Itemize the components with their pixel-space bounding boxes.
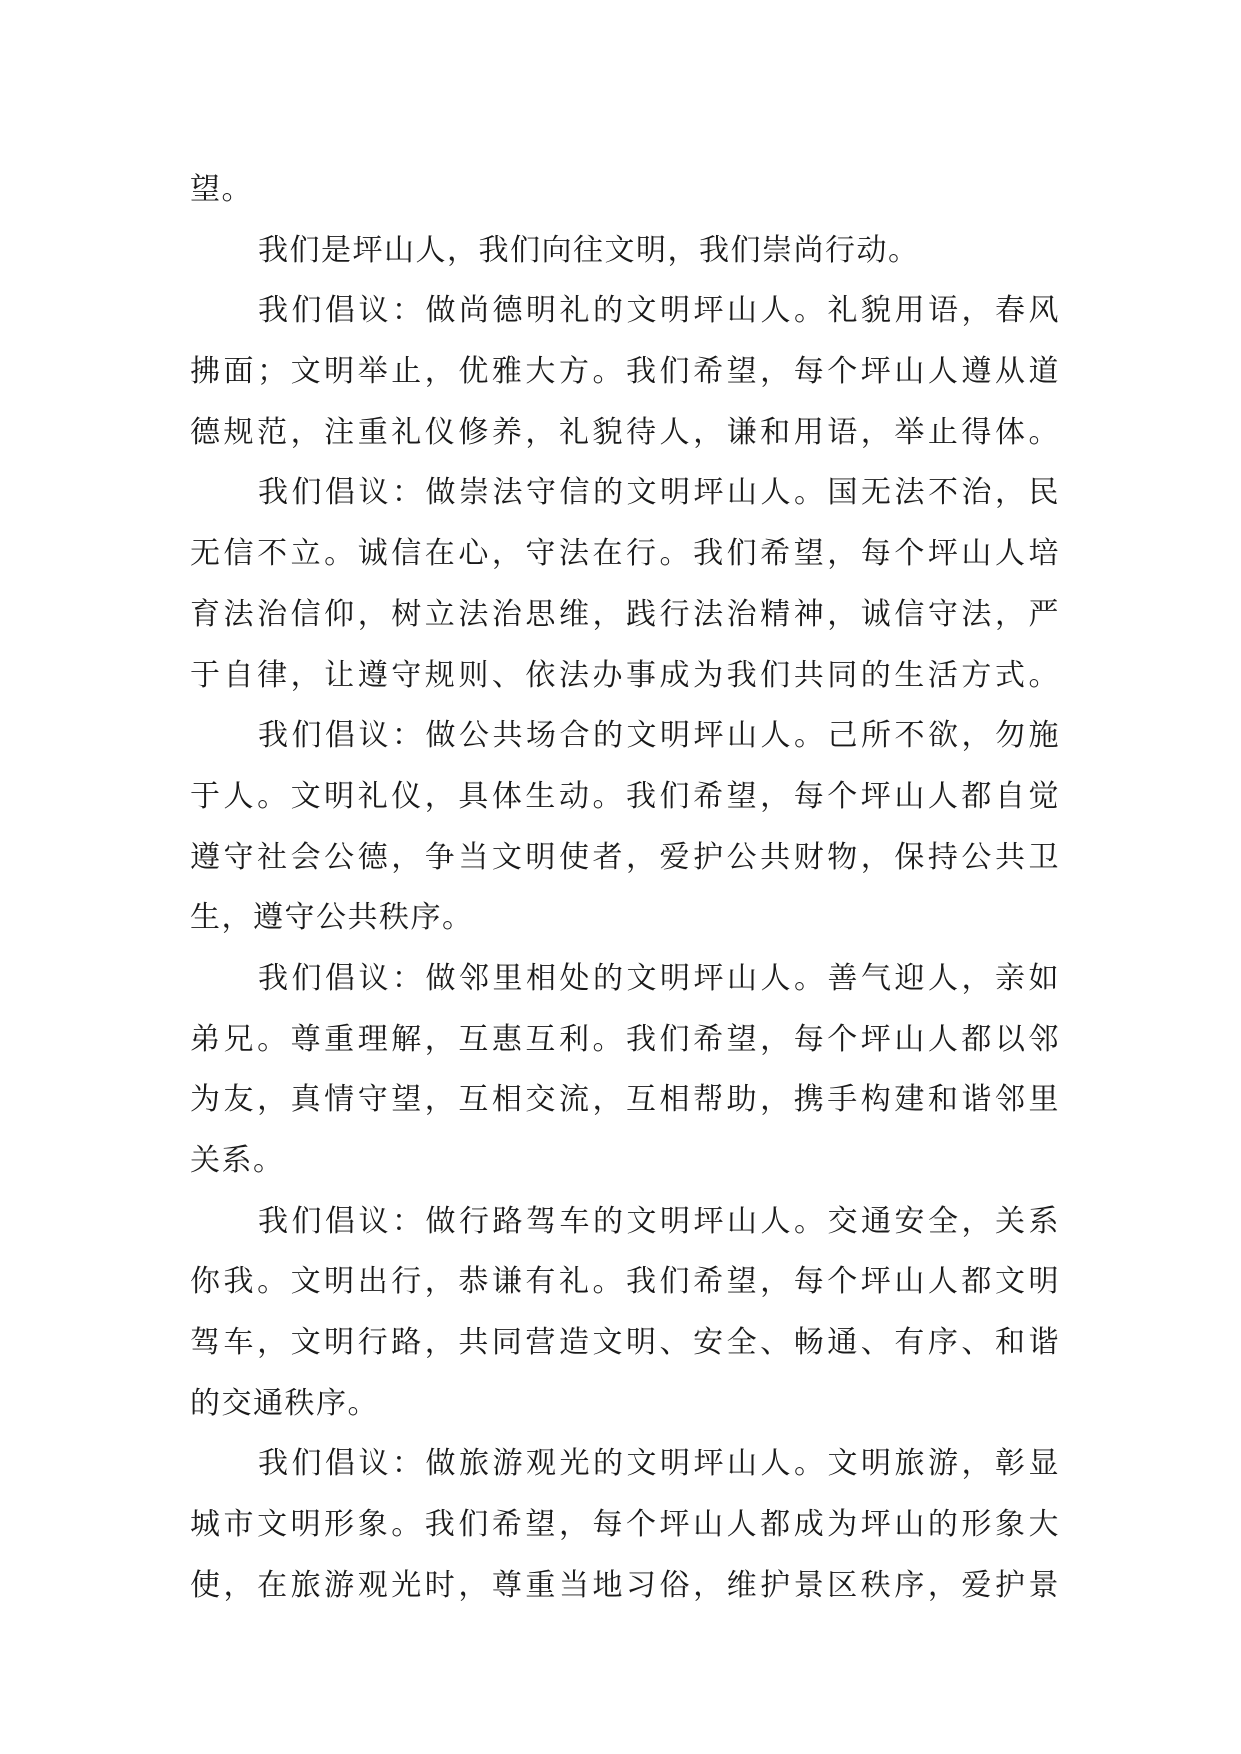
text-line: 驾车，文明行路，共同营造文明、安全、畅通、有序、和谐: [190, 1325, 1060, 1361]
text-line: 我们倡议：做行路驾车的文明坪山人。交通安全，关系: [258, 1203, 1060, 1239]
text-line: 我们倡议：做尚德明礼的文明坪山人。礼貌用语，春风: [258, 293, 1060, 329]
text-line: 我们倡议：做公共场合的文明坪山人。己所不欲，勿施: [258, 718, 1060, 754]
text-line: 我们倡议：做崇法守信的文明坪山人。国无法不治，民: [258, 475, 1060, 511]
text-line: 生，遵守公共秩序。: [190, 900, 474, 936]
text-line: 城市文明形象。我们希望，每个坪山人都成为坪山的形象大: [190, 1507, 1060, 1543]
text-line: 使，在旅游观光时，尊重当地习俗，维护景区秩序，爱护景: [190, 1567, 1060, 1603]
text-line: 我们倡议：做邻里相处的文明坪山人。善气迎人，亲如: [258, 960, 1060, 996]
text-line: 弟兄。尊重理解，互惠互利。我们希望，每个坪山人都以邻: [190, 1021, 1060, 1057]
text-line: 于自律，让遵守规则、依法办事成为我们共同的生活方式。: [190, 657, 1060, 693]
text-line: 德规范，注重礼仪修养，礼貌待人，谦和用语，举止得体。: [190, 414, 1060, 450]
text-line: 为友，真情守望，互相交流，互相帮助，携手构建和谐邻里: [190, 1082, 1060, 1118]
text-line: 我们倡议：做旅游观光的文明坪山人。文明旅游，彰显: [258, 1446, 1060, 1482]
text-line: 望。: [190, 172, 253, 207]
text-line: 你我。文明出行，恭谦有礼。我们希望，每个坪山人都文明: [190, 1264, 1060, 1300]
text-line: 育法治信仰，树立法治思维，践行法治精神，诚信守法，严: [190, 596, 1060, 632]
text-line: 关系。: [190, 1143, 285, 1178]
text-line: 遵守社会公德，争当文明使者，爱护公共财物，保持公共卫: [190, 839, 1060, 875]
text-line: 我们是坪山人，我们向往文明，我们崇尚行动。: [258, 232, 920, 268]
text-line: 于人。文明礼仪，具体生动。我们希望，每个坪山人都自觉: [190, 778, 1060, 814]
text-line: 的交通秩序。: [190, 1385, 379, 1421]
text-line: 无信不立。诚信在心，守法在行。我们希望，每个坪山人培: [190, 536, 1060, 572]
text-line: 拂面；文明举止，优雅大方。我们希望，每个坪山人遵从道: [190, 354, 1060, 390]
document-body: [190, 160, 1060, 1617]
